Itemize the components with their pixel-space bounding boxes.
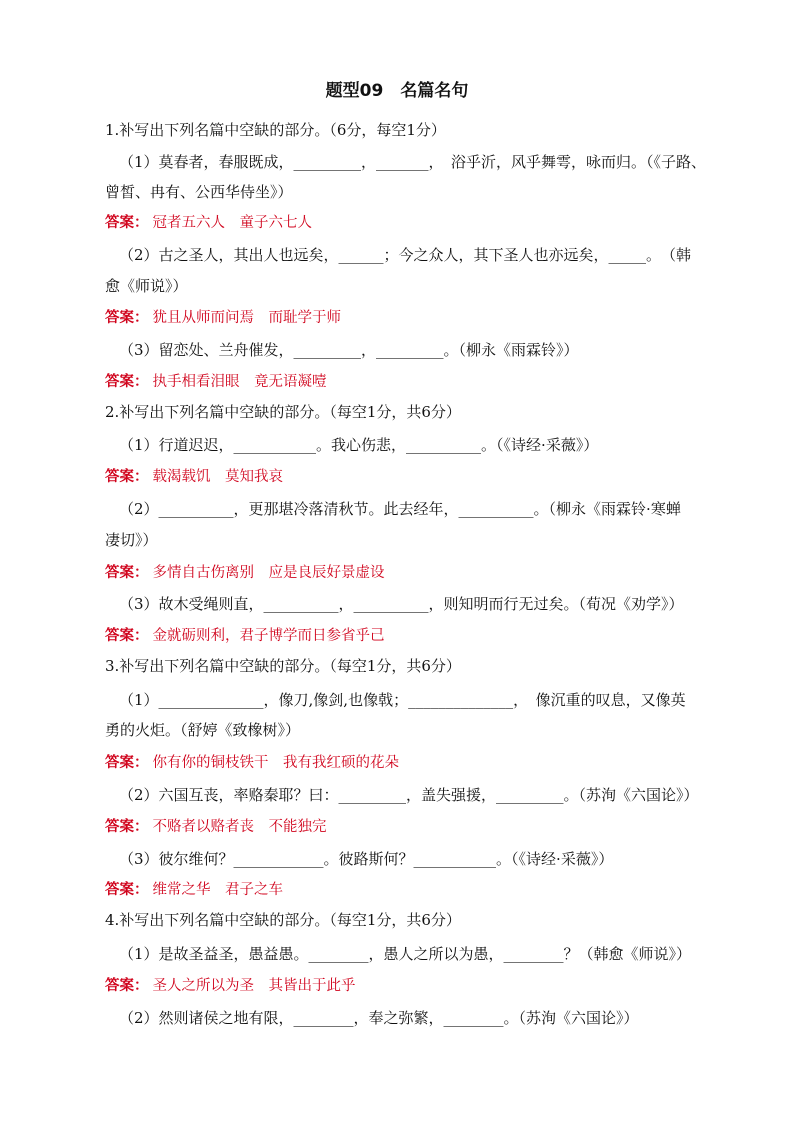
answer-text: 多情自古伤离别 应是良辰好景虚设 [152, 565, 385, 581]
answer-label: 答案： [105, 882, 149, 898]
question-heading-1: 1.补写出下列名篇中空缺的部分。（6分，每空1分） [105, 121, 446, 139]
answer-2-2 [105, 563, 385, 583]
item-2-2-line-1: （2）__________，更那堪冷落清秋节。此去经年，__________。（柳永《雨霖铃·寒蝉 [119, 500, 681, 518]
answer-label: 答案： [105, 755, 149, 771]
page-title: 题型09 名篇名句 [325, 81, 469, 101]
answer-text: 犹且从师而问焉 而耻学于师 [152, 310, 341, 326]
item-1-3-line-1: （3）留恋处、兰舟催发，_________，_________。（柳永《雨霖铃》） [119, 341, 579, 359]
answer-label: 答案： [105, 978, 149, 994]
answer-text: 冠者五六人 童子六七人 [152, 215, 312, 231]
item-1-1-line-2: 曾皙、冉有、公西华侍坐》） [105, 183, 293, 201]
answer-3-3 [105, 880, 283, 900]
question-heading-3: 3.补写出下列名篇中空缺的部分。（每空1分，共6分） [105, 657, 461, 675]
answer-label: 答案： [105, 469, 149, 485]
answer-text: 圣人之所以为圣 其皆出于此乎 [152, 978, 356, 994]
answer-1-1 [105, 213, 312, 233]
item-1-2-line-1: （2）古之圣人，其出人也远矣，______；今之众人，其下圣人也亦远矣，_____。 （韩 [119, 246, 692, 264]
item-2-3-line-1: （3）故木受绳则直，__________，__________，则知明而行无过矣。（荀况《劝学》） [119, 595, 684, 613]
answer-label: 答案： [105, 628, 149, 644]
item-2-1-line-1: （1）行道迟迟，___________。我心伤悲，__________。（《诗经·采薇》） [119, 436, 599, 454]
answer-label: 答案： [105, 565, 149, 581]
item-3-1-line-1: （1）______________，像刀,像剑,也像戟；______________， 像沉重的叹息，又像英 [119, 691, 686, 709]
item-2-2-line-2: 凄切》） [105, 531, 158, 549]
answer-2-1 [105, 467, 283, 487]
item-1-1-line-1: （1）莫春者，春服既成，_________，_______， 浴乎沂，风乎舞雩，咏而归。（《子路、 [119, 153, 707, 171]
answer-text: 维常之华 君子之车 [152, 882, 283, 898]
item-3-3-line-1: （3）彼尔维何？____________。彼路斯何？___________。（《诗经·采薇》） [119, 850, 614, 868]
answer-label: 答案： [105, 819, 149, 835]
answer-text: 执手相看泪眼 竟无语凝噎 [152, 374, 327, 390]
answer-text: 你有你的铜枝铁干 我有我红硕的花朵 [152, 755, 399, 771]
question-heading-4: 4.补写出下列名篇中空缺的部分。（每空1分，共6分） [105, 911, 461, 929]
answer-1-2 [105, 308, 341, 328]
answer-4-1 [105, 976, 356, 996]
answer-2-3 [105, 626, 385, 646]
item-1-2-line-2: 愈《师说》） [105, 277, 188, 295]
question-heading-2: 2.补写出下列名篇中空缺的部分。（每空1分，共6分） [105, 403, 461, 421]
answer-label: 答案： [105, 374, 149, 390]
answer-label: 答案： [105, 215, 149, 231]
answer-3-1 [105, 753, 399, 773]
item-3-2-line-1: （2）六国互丧，率赂秦耶？曰：_________，盖失强援，_________。（苏洵《六国论》） [119, 786, 699, 804]
answer-1-3 [105, 372, 327, 392]
answer-text: 不赂者以赂者丧 不能独完 [152, 819, 327, 835]
answer-text: 载渴载饥 莫知我哀 [152, 469, 283, 485]
item-4-1-line-1: （1）是故圣益圣，愚益愚。________，愚人之所以为愚，________？（韩愈《师说》） [119, 945, 692, 963]
answer-3-2 [105, 817, 327, 837]
answer-text: 金就砺则利，君子博学而日参省乎己 [152, 628, 385, 644]
item-3-1-line-2: 勇的火炬。（舒婷《致橡树》） [105, 721, 301, 739]
item-4-2-line-1: （2）然则诸侯之地有限，________，奉之弥繁，________。（苏洵《六国论》） [119, 1009, 639, 1027]
answer-label: 答案： [105, 310, 149, 326]
